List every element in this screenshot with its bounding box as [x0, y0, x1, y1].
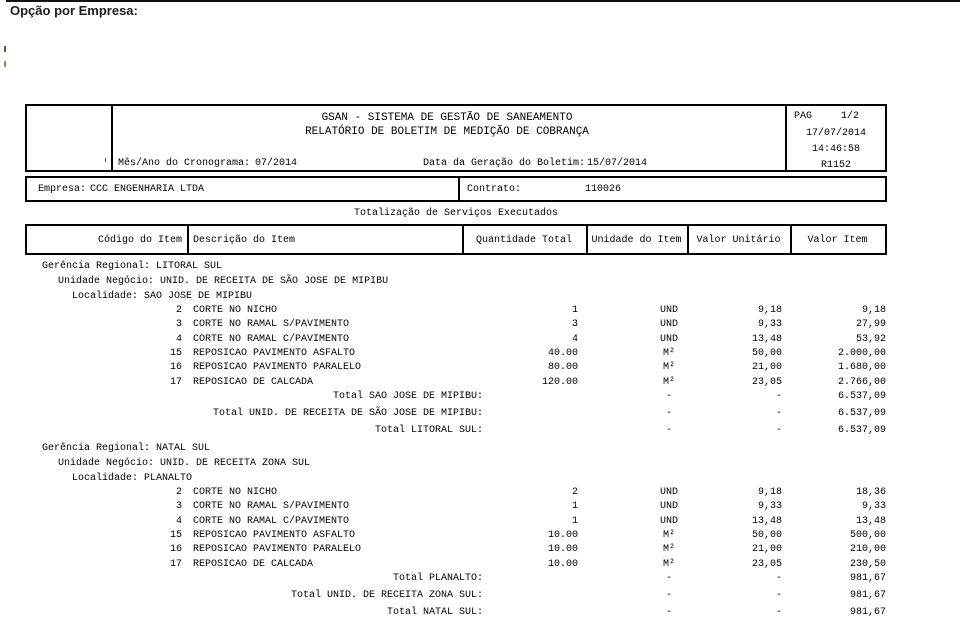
group-locality-row [0, 291, 960, 303]
total-value: 981,67 [849, 590, 886, 601]
item-unit: UND [659, 501, 678, 512]
item-unit-value: 9,18 [757, 305, 782, 316]
group-locality-row-label: Localidade: [72, 291, 139, 302]
item-quantity: 1 [571, 516, 578, 527]
total-unit-value-dash: - [775, 391, 782, 402]
generation-date-value: 15/07/2014 [587, 158, 648, 169]
item-unit-value: 9,18 [757, 487, 782, 498]
print-time: 14:46:58 [811, 144, 860, 155]
item-quantity: 120.00 [541, 377, 578, 388]
group-locality-row-value: PLANALTO [144, 473, 193, 484]
total-unit-value-dash: - [775, 590, 782, 601]
pag-value: 1/2 [841, 111, 860, 122]
total-row [0, 590, 960, 602]
generation-date-label: Data da Geração do Boletim: [423, 158, 586, 169]
item-value: 2.766,00 [837, 377, 886, 388]
total-label: Total UNID. DE RECEITA ZONA SUL: [290, 590, 483, 601]
total-unit-value-dash: - [775, 425, 782, 436]
total-value: 6.537,09 [837, 425, 886, 436]
item-code: 16 [169, 544, 182, 555]
item-code: 2 [175, 305, 182, 316]
group-locality-row-label: Localidade: [72, 473, 139, 484]
contract-label: Contrato: [467, 184, 522, 195]
item-unit-value: 13,48 [751, 334, 782, 345]
group-region-row-label: Gerência Regional: [42, 261, 151, 272]
col-header-description: Descrição do Item [193, 235, 296, 246]
item-value: 9,18 [861, 305, 886, 316]
schedule-label: Mês/Ano do Cronograma: [118, 158, 251, 169]
report-title-line1: GSAN - SISTEMA DE GESTÃO DE SANEAMENTO [321, 112, 573, 124]
item-row [0, 319, 960, 331]
item-description: CORTE NO NICHO [193, 487, 278, 498]
group-region-row-text [42, 443, 210, 454]
group-business-unit-row-value: UNID. DE RECEITA DE SÃO JOSE DE MIPIBU [160, 276, 389, 287]
item-unit: UND [659, 305, 678, 316]
group-locality-row [0, 473, 960, 485]
item-unit: UND [659, 487, 678, 498]
item-unit-value: 23,05 [751, 377, 782, 388]
item-description: REPOSICAO DE CALCADA [193, 559, 314, 570]
group-region-row-value: LITORAL SUL [156, 261, 223, 272]
group-locality-row-text [72, 473, 192, 484]
item-unit: M² [662, 559, 675, 570]
total-unit-value-dash: - [775, 607, 782, 618]
item-quantity: 10.00 [547, 559, 578, 570]
item-unit: M² [662, 530, 675, 541]
total-unit-dash: - [665, 590, 672, 601]
item-quantity: 4 [571, 334, 578, 345]
schedule-value: 07/2014 [255, 158, 298, 169]
group-region-row [0, 261, 960, 273]
item-value: 27,99 [855, 319, 886, 330]
col-header-unit: Unidade do Item [591, 235, 682, 246]
col-header-item-value: Valor Item [807, 235, 868, 246]
item-unit: UND [659, 319, 678, 330]
pag-label: PAG [794, 111, 813, 122]
total-unit-dash: - [665, 425, 672, 436]
item-description: CORTE NO RAMAL C/PAVIMENTO [193, 516, 350, 527]
item-description: REPOSICAO PAVIMENTO PARALELO [193, 362, 362, 373]
group-region-row-text [42, 261, 222, 272]
group-region-row [0, 443, 960, 455]
group-business-unit-row-label: Unidade Negócio: [58, 276, 155, 287]
item-row [0, 305, 960, 317]
total-row [0, 425, 960, 437]
group-business-unit-row-text [58, 458, 310, 469]
item-unit-value: 13,48 [751, 516, 782, 527]
item-code: 3 [175, 501, 182, 512]
total-unit-value-dash: - [775, 573, 782, 584]
item-unit-value: 50,00 [751, 348, 782, 359]
item-unit: M² [662, 348, 675, 359]
item-quantity: 80.00 [547, 362, 578, 373]
item-row [0, 487, 960, 499]
item-unit-value: 50,00 [751, 530, 782, 541]
item-unit: M² [662, 544, 675, 555]
item-quantity: 3 [571, 319, 578, 330]
total-row [0, 573, 960, 585]
group-locality-row-text [72, 291, 252, 302]
total-value: 6.537,09 [837, 391, 886, 402]
item-row [0, 334, 960, 346]
col-header-quantity: Quantidade Total [475, 235, 572, 246]
group-locality-row-value: SAO JOSE DE MIPIBU [144, 291, 253, 302]
item-description: CORTE NO RAMAL S/PAVIMENTO [193, 501, 350, 512]
company-label: Empresa: [38, 184, 87, 195]
total-unit-dash: - [665, 573, 672, 584]
total-label: Total PLANALTO: [392, 573, 483, 584]
item-quantity: 10.00 [547, 544, 578, 555]
item-row [0, 559, 960, 571]
item-value: 18,36 [855, 487, 886, 498]
item-code: 15 [169, 530, 182, 541]
col-header-item-code: Código do Item [97, 235, 182, 246]
item-row [0, 348, 960, 360]
group-business-unit-row-label: Unidade Negócio: [58, 458, 155, 469]
item-code: 17 [169, 377, 182, 388]
contract-value: 110026 [585, 184, 622, 195]
item-description: REPOSICAO PAVIMENTO PARALELO [193, 544, 362, 555]
item-row [0, 516, 960, 528]
item-value: 53,92 [855, 334, 886, 345]
total-value: 981,67 [849, 573, 886, 584]
company-value: CCC ENGENHARIA LTDA [90, 184, 205, 195]
report-title-line2: RELATÓRIO DE BOLETIM DE MEDIÇÃO DE COBRANÇA [305, 126, 589, 138]
total-row [0, 391, 960, 403]
item-code: 3 [175, 319, 182, 330]
group-business-unit-row-text [58, 276, 388, 287]
group-business-unit-row [0, 276, 960, 288]
col-header-unit-value: Valor Unitário [696, 235, 781, 246]
item-quantity: 1 [571, 305, 578, 316]
total-label: Total LITORAL SUL: [374, 425, 483, 436]
item-value: 9,33 [861, 501, 886, 512]
item-row [0, 362, 960, 374]
total-unit-dash: - [665, 607, 672, 618]
item-unit-value: 9,33 [757, 501, 782, 512]
item-unit: UND [659, 334, 678, 345]
item-description: CORTE NO RAMAL S/PAVIMENTO [193, 319, 350, 330]
print-date: 17/07/2014 [805, 128, 866, 139]
item-unit: M² [662, 362, 675, 373]
item-value: 1.680,00 [837, 362, 886, 373]
report-code: R1152 [820, 160, 851, 171]
item-row [0, 544, 960, 556]
total-label: Total NATAL SUL: [386, 607, 483, 618]
item-code: 16 [169, 362, 182, 373]
item-row [0, 377, 960, 389]
item-description: CORTE NO NICHO [193, 305, 278, 316]
item-value: 500,00 [849, 530, 886, 541]
group-region-row-value: NATAL SUL [156, 443, 211, 454]
item-unit-value: 21,00 [751, 544, 782, 555]
item-description: REPOSICAO DE CALCADA [193, 377, 314, 388]
total-row [0, 408, 960, 420]
total-unit-dash: - [665, 391, 672, 402]
item-quantity: 10.00 [547, 530, 578, 541]
item-unit-value: 9,33 [757, 319, 782, 330]
total-row [0, 607, 960, 619]
item-value: 230,50 [849, 559, 886, 570]
section-title: Totalização de Serviços Executados [353, 208, 559, 219]
option-by-company-label: Opção por Empresa: [10, 3, 138, 18]
total-label: Total UNID. DE RECEITA DE SÃO JOSE DE MIPIBU: [212, 408, 483, 419]
item-quantity: 40.00 [547, 348, 578, 359]
item-description: REPOSICAO PAVIMENTO ASFALTO [193, 530, 356, 541]
item-quantity: 2 [571, 487, 578, 498]
item-row [0, 530, 960, 542]
total-value: 981,67 [849, 607, 886, 618]
item-value: 13,48 [855, 516, 886, 527]
item-value: 210,00 [849, 544, 886, 555]
item-quantity: 1 [571, 501, 578, 512]
item-code: 2 [175, 487, 182, 498]
total-unit-value-dash: - [775, 408, 782, 419]
item-code: 17 [169, 559, 182, 570]
total-value: 6.537,09 [837, 408, 886, 419]
item-unit-value: 23,05 [751, 559, 782, 570]
item-unit: UND [659, 516, 678, 527]
group-business-unit-row [0, 458, 960, 470]
item-row [0, 501, 960, 513]
total-label: Total SAO JOSE DE MIPIBU: [332, 391, 483, 402]
group-region-row-label: Gerência Regional: [42, 443, 151, 454]
item-code: 15 [169, 348, 182, 359]
item-unit-value: 21,00 [751, 362, 782, 373]
item-description: REPOSICAO PAVIMENTO ASFALTO [193, 348, 356, 359]
item-code: 4 [175, 516, 182, 527]
item-value: 2.000,00 [837, 348, 886, 359]
item-description: CORTE NO RAMAL C/PAVIMENTO [193, 334, 350, 345]
group-business-unit-row-value: UNID. DE RECEITA ZONA SUL [160, 458, 311, 469]
item-code: 4 [175, 334, 182, 345]
total-unit-dash: - [665, 408, 672, 419]
item-unit: M² [662, 377, 675, 388]
